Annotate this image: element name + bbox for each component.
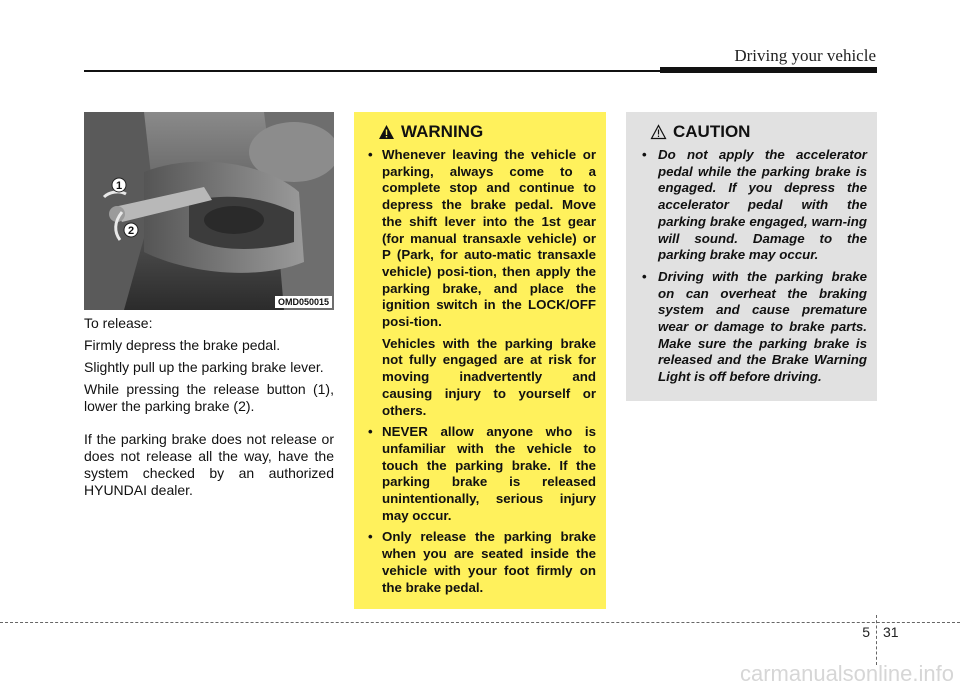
bullet: •	[368, 147, 373, 162]
caution-item-text: Do not apply the accelerator pedal while the parking brake is engaged. If you depress the accelerator pedal with the parking brake engaged, warn-ing will sound. Damage to the parking brake may occur.	[658, 147, 867, 263]
left-column-text	[84, 315, 334, 504]
caution-list	[636, 147, 867, 386]
bullet: •	[642, 268, 647, 284]
paragraph: Slightly pull up the parking brake lever.	[84, 359, 324, 375]
list-item	[364, 147, 596, 419]
list-item	[636, 147, 867, 264]
bullet: •	[368, 529, 373, 545]
list-item	[364, 424, 596, 524]
warning-item-subtext: Vehicles with the parking brake not fully engaged are at risk for moving inadvertently and causing injury to yourself or others.	[382, 335, 596, 418]
paragraph: If the parking brake does not release or does not release all the way, have the system checked by an authorized HYUNDAI dealer.	[84, 431, 334, 498]
warning-heading	[378, 122, 596, 142]
list-item	[636, 269, 867, 386]
caution-triangle-icon	[650, 124, 667, 140]
warning-item-text: Only release the parking brake when you are seated inside the vehicle with your foot firmly on the brake pedal.	[382, 529, 596, 595]
paragraph: While pressing the release button (1), lower the parking brake (2).	[84, 381, 334, 414]
callout-1: 1	[115, 180, 123, 192]
caution-heading	[650, 122, 867, 142]
header-rule-accent	[660, 67, 877, 73]
paragraph: To release:	[84, 315, 153, 331]
bullet: •	[642, 147, 647, 162]
caution-item-text: Driving with the parking brake on can overheat the braking system and cause premature wear or damage to brake parts. Make sure the parking brake is released and the Brake Warning Light is off before driving.	[658, 268, 867, 385]
bullet: •	[368, 424, 373, 440]
parking-brake-illustration	[84, 112, 334, 310]
warning-item-text: NEVER allow anyone who is unfamiliar with the vehicle to touch the parking brake. If the parking brake is released unintentionally, serious injury may occur.	[382, 424, 596, 523]
warning-triangle-icon	[378, 124, 395, 140]
caution-box	[626, 112, 877, 401]
warning-item-text: Whenever leaving the vehicle or parking, always come to a complete stop and continue to depress the brake pedal. Move the shift lever into the 1st gear (for manual transaxle vehicle) or P (Park, for auto-matic transaxle vehicle) posi-tion, then apply the parking brake, and place the ignition switch in the LOCK/OFF posi-tion.	[382, 147, 596, 330]
page-header-title: Driving your vehicle	[734, 46, 876, 65]
warning-heading-label: WARNING	[401, 122, 484, 141]
photo-caption: OMD050015	[275, 296, 332, 308]
list-item	[364, 529, 596, 596]
section-number: 5	[862, 624, 870, 640]
parking-brake-photo	[84, 112, 334, 310]
page-number: 31	[883, 624, 899, 640]
callout-2: 2	[127, 225, 135, 237]
paragraph: Firmly depress the brake pedal.	[84, 337, 281, 353]
footer-divider	[876, 615, 877, 665]
footer-rule	[0, 622, 960, 623]
warning-box	[354, 112, 606, 609]
warning-list	[364, 147, 596, 596]
header-rule	[84, 70, 664, 72]
caution-heading-label: CAUTION	[673, 122, 751, 141]
watermark-text: carmanualsonline.info	[739, 661, 954, 686]
